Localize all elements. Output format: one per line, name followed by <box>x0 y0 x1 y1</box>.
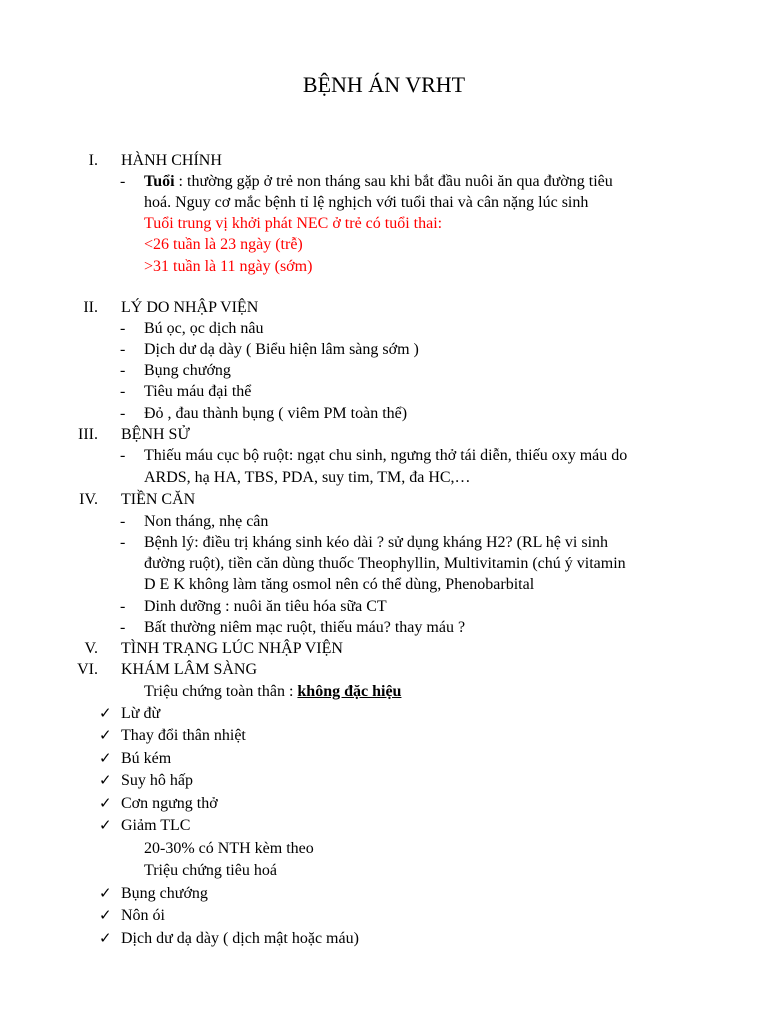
history-line: ARDS, hạ HA, TBS, PDA, suy tim, TM, đa HC,… <box>144 469 471 486</box>
check-item: Thay đổi thân nhiệt <box>121 727 246 744</box>
list-item: Tiêu máu đại thể <box>144 383 252 400</box>
checkmark-icon: ✓ <box>99 796 112 812</box>
bullet-dash: - <box>120 341 126 358</box>
check-item: Bú kém <box>121 750 172 767</box>
bullet-dash: - <box>120 619 126 636</box>
section-heading: BỆNH SỬ <box>121 426 190 443</box>
bullet-dash: - <box>120 320 126 337</box>
document-title: BỆNH ÁN VRHT <box>302 72 466 97</box>
checkmark-icon: ✓ <box>99 773 112 789</box>
age-paragraph-line: hoá. Nguy cơ mắc bệnh tỉ lệ nghịch với tuổi thai và cân nặng lúc sinh <box>144 194 589 211</box>
section-number: IV. <box>79 491 98 508</box>
age-text: : thường gặp ở trẻ non tháng sau khi bắt đầu nuôi ăn qua đường tiêu <box>174 173 613 190</box>
section-number: II. <box>83 299 98 316</box>
check-item: Bụng chướng <box>121 885 208 902</box>
list-item-continued: đường ruột), tiền căn dùng thuốc Theophyllin, Multivitamin (chú ý vitamin <box>144 555 626 572</box>
list-item: Bất thường niêm mạc ruột, thiếu máu? thay máu ? <box>144 619 466 636</box>
age-paragraph-line <box>144 172 613 192</box>
section-number: I. <box>88 152 98 169</box>
checkmark-icon: ✓ <box>99 908 112 924</box>
bullet-dash: - <box>120 362 126 379</box>
check-item: Nôn ói <box>121 907 165 924</box>
systemic-symptoms-line <box>144 682 401 702</box>
bullet-dash: - <box>120 598 126 615</box>
section-heading: LÝ DO NHẬP VIỆN <box>121 299 259 316</box>
history-line: Thiếu máu cục bộ ruột: ngạt chu sinh, ngưng thở tái diễn, thiếu oxy máu do <box>144 447 628 464</box>
note-line: 20-30% có NTH kèm theo <box>144 840 314 857</box>
check-item: Suy hô hấp <box>121 772 193 789</box>
bullet-dash: - <box>120 173 126 190</box>
section-heading: KHÁM LÂM SÀNG <box>121 661 258 678</box>
bullet-dash: - <box>120 447 126 464</box>
systemic-value: không đặc hiệu <box>297 683 402 700</box>
section-heading: HÀNH CHÍNH <box>121 152 222 169</box>
checkmark-icon: ✓ <box>99 728 112 744</box>
bullet-dash: - <box>120 383 126 400</box>
check-item: Giảm TLC <box>121 817 191 834</box>
check-item: Dịch dư dạ dày ( dịch mật hoặc máu) <box>121 930 359 947</box>
list-item: Đỏ , đau thành bụng ( viêm PM toàn thể) <box>144 405 408 422</box>
check-item: Lừ đừ <box>121 705 161 722</box>
list-item-continued: D E K không làm tăng osmol nên có thể dùng, Phenobarbital <box>144 576 535 593</box>
list-item: Dinh dưỡng : nuôi ăn tiêu hóa sữa CT <box>144 598 387 615</box>
systemic-label: Triệu chứng toàn thân : <box>144 683 298 700</box>
red-note: >31 tuần là 11 ngày (sớm) <box>144 258 313 275</box>
list-item: Bệnh lý: điều trị kháng sinh kéo dài ? sử dụng kháng H2? (RL hệ vi sinh <box>144 534 609 551</box>
list-item: Bụng chướng <box>144 362 231 379</box>
gi-symptoms-label: Triệu chứng tiêu hoá <box>144 862 277 879</box>
bullet-dash: - <box>120 405 126 422</box>
section-number: VI. <box>77 661 98 678</box>
section-heading: TÌNH TRẠNG LÚC NHẬP VIỆN <box>121 640 343 657</box>
checkmark-icon: ✓ <box>99 886 112 902</box>
age-label: Tuổi <box>144 173 175 190</box>
section-number: III. <box>78 426 98 443</box>
red-note: <26 tuần là 23 ngày (trễ) <box>144 236 303 253</box>
bullet-dash: - <box>120 534 126 551</box>
check-item: Cơn ngưng thở <box>121 795 218 812</box>
list-item: Dịch dư dạ dày ( Biểu hiện lâm sàng sớm ) <box>144 341 419 358</box>
section-number: V. <box>84 640 98 657</box>
list-item: Bú ọc, ọc dịch nâu <box>144 320 264 337</box>
checkmark-icon: ✓ <box>99 751 112 767</box>
checkmark-icon: ✓ <box>99 706 112 722</box>
red-note: Tuổi trung vị khởi phát NEC ở trẻ có tuổi thai: <box>144 215 443 232</box>
bullet-dash: - <box>120 513 126 530</box>
section-heading: TIỀN CĂN <box>121 491 196 508</box>
checkmark-icon: ✓ <box>99 818 112 834</box>
list-item: Non tháng, nhẹ cân <box>144 513 269 530</box>
checkmark-icon: ✓ <box>99 931 112 947</box>
